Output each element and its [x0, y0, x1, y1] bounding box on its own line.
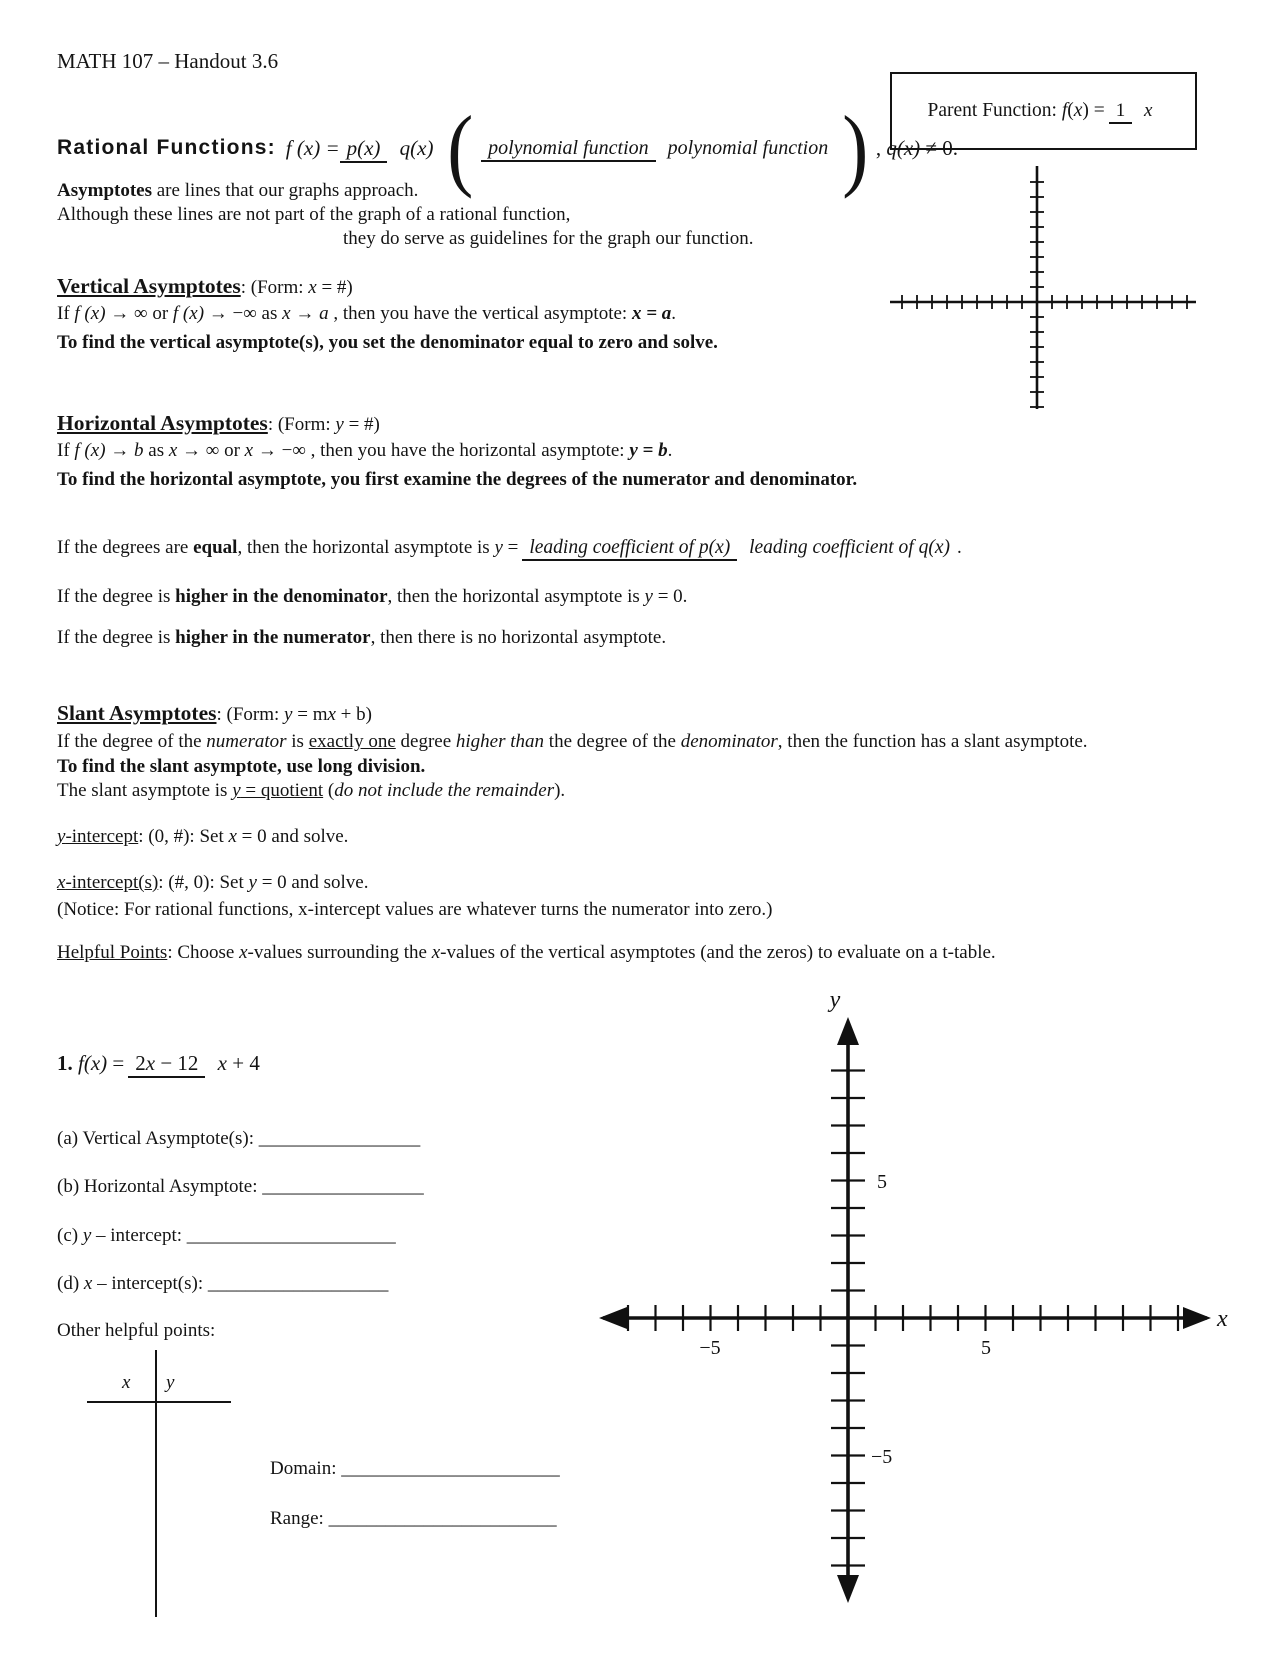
t-table-x-header: x — [122, 1372, 131, 1393]
text-segment: , then the function has a slant asymptote. — [777, 731, 1088, 752]
problem-1-fraction — [128, 1051, 267, 1075]
equal-degrees-text — [57, 537, 518, 559]
text-segment: higher in the numerator — [175, 627, 371, 648]
text-segment: x — [1144, 100, 1153, 122]
text-segment: If the degree is — [57, 627, 176, 648]
text-segment: x — [228, 826, 237, 847]
text-segment: ( — [323, 780, 335, 801]
text-segment: y — [335, 414, 344, 435]
text-segment: Asymptotes — [57, 180, 152, 201]
text-segment: f (x) — [172, 303, 205, 324]
text-segment: ________________________ — [328, 1508, 557, 1529]
fraction-numerator — [522, 537, 737, 561]
text-segment: → −∞ , then you have the horizontal asymptote: — [253, 440, 630, 461]
slant-asymptotes-line-3 — [57, 780, 565, 802]
range-blank — [270, 1508, 557, 1530]
x-intercept-notice — [57, 899, 772, 921]
intro-line-1 — [57, 180, 418, 202]
text-segment: -intercept(s) — [65, 872, 159, 893]
text-segment: -intercept — [65, 826, 139, 847]
text-segment: – intercept(s): — [92, 1273, 208, 1294]
x-axis-left-arrow — [599, 1307, 627, 1329]
text-segment: _________________ — [258, 1128, 421, 1149]
polynomial-fraction — [481, 137, 835, 160]
text-segment: Helpful Points — [57, 942, 168, 963]
text-segment: numerator — [206, 731, 287, 752]
text-segment: If the degrees are — [57, 537, 194, 558]
question-b — [57, 1176, 424, 1198]
text-segment: leading coefficient of q(x) — [749, 536, 950, 558]
text-segment: _______________________ — [341, 1458, 560, 1479]
text-segment: If — [57, 303, 75, 324]
horizontal-asymptotes-line-1 — [57, 440, 672, 462]
text-segment: → — [290, 303, 320, 324]
text-segment: , then the horizontal asymptote is — [387, 586, 645, 607]
text-segment: = quotient — [240, 780, 324, 801]
question-d — [57, 1273, 388, 1295]
slant-asymptotes-heading — [57, 701, 372, 726]
text-segment: _________________ — [262, 1176, 424, 1197]
text-segment: (b) Horizontal Asymptote: — [57, 1176, 263, 1197]
text-segment: do not include the remainder — [334, 780, 555, 801]
text-segment: ( — [1067, 100, 1074, 121]
domain-blank — [270, 1458, 560, 1480]
text-segment: x — [282, 303, 291, 324]
text-segment: = — [107, 1050, 125, 1075]
text-segment: denominator — [680, 731, 778, 752]
text-segment: y — [232, 780, 241, 801]
text-segment: , then you have the vertical asymptote: — [328, 303, 632, 324]
text-segment: , — [875, 135, 887, 160]
text-segment: x — [1073, 100, 1083, 121]
x-intercept-rule — [57, 872, 368, 894]
text-segment: x — [83, 1273, 93, 1294]
text-segment: = 0. — [652, 586, 688, 607]
text-segment: x — [168, 440, 178, 461]
text-segment: + b) — [335, 704, 372, 725]
text-segment: (Notice: For rational functions, x-intercept values are whatever turns the numerator into zero.) — [57, 899, 773, 920]
text-segment: = 0 and solve. — [236, 826, 349, 847]
text-segment: f — [1061, 100, 1068, 121]
x-axis-label: x — [1217, 1306, 1228, 1332]
text-segment: equal — [193, 537, 238, 558]
text-segment: are lines that our graphs approach. — [152, 180, 419, 201]
parent-function-axes — [880, 158, 1210, 416]
problem-1-function — [57, 1018, 267, 1108]
text-segment: x — [308, 277, 317, 298]
problem-1-graph — [555, 945, 1245, 1650]
fraction-denominator — [742, 536, 957, 558]
text-segment: . — [671, 303, 677, 324]
slant-asymptotes-line-2 — [57, 756, 425, 778]
x-axis-right-arrow — [1183, 1307, 1211, 1329]
text-segment: : (#, 0): Set — [158, 872, 249, 893]
horizontal-asymptotes-heading — [57, 411, 380, 436]
text-segment: y — [494, 537, 503, 558]
text-segment: Other helpful points: — [57, 1320, 216, 1341]
text-segment: ______________________ — [186, 1225, 396, 1246]
fraction-denominator — [1137, 99, 1159, 121]
text-segment: higher in the denominator — [175, 586, 388, 607]
text-segment: Slant Asymptotes — [57, 701, 217, 725]
text-segment: y — [82, 1225, 92, 1246]
text-segment: f(x) — [78, 1050, 108, 1075]
text-segment: -values of the vertical asymptotes (and the zeros) to evaluate on a t-table. — [440, 942, 996, 963]
parent-function-box — [890, 72, 1197, 150]
text-segment: 2 — [135, 1050, 146, 1075]
text-segment: y = b — [629, 440, 668, 461]
text-segment: x — [145, 1050, 156, 1075]
text-segment: x — [239, 942, 248, 963]
text-segment: q(x) — [886, 135, 921, 160]
text-segment: Parent Function: — [927, 100, 1062, 121]
text-segment: → — [105, 440, 135, 461]
text-segment: = 0 and solve. — [256, 872, 369, 893]
pq-fraction — [340, 136, 441, 160]
text-segment: f (x) = — [285, 135, 340, 160]
x-axis-tick-label-neg5: −5 — [699, 1337, 721, 1359]
y-axis-tick-label-neg5: −5 — [871, 1446, 893, 1468]
text-segment: = #) — [343, 414, 380, 435]
fraction-denominator — [661, 136, 836, 159]
text-segment: If the degree of the — [57, 731, 207, 752]
text-segment: → ∞ or — [177, 440, 245, 461]
text-segment: Domain: — [270, 1458, 342, 1479]
problem-1-label — [57, 1051, 124, 1076]
text-segment: 1. — [57, 1050, 73, 1075]
text-segment: To find the vertical asymptote(s), you set the denominator equal to zero and solve. — [57, 332, 718, 353]
intro-line-2 — [57, 204, 570, 226]
text-segment: x — [244, 440, 254, 461]
text-segment: , then there is no horizontal asymptote. — [370, 627, 667, 648]
text-segment: Vertical Asymptotes — [57, 274, 241, 298]
text-segment: → ∞ or — [105, 303, 173, 324]
fraction-numerator — [128, 1051, 205, 1078]
rational-functions-label: Rational Functions: — [57, 136, 276, 159]
text-segment: : (Form: — [240, 277, 309, 298]
text-segment: ). — [554, 780, 566, 801]
text-segment: + 4 — [227, 1050, 260, 1075]
higher-numerator-rule — [57, 627, 666, 649]
text-segment: To find the slant asymptote, use long division. — [57, 756, 426, 777]
text-segment: ≠ 0. — [920, 135, 958, 160]
text-segment: x — [217, 1050, 227, 1075]
fx-equals — [286, 136, 340, 161]
fraction-numerator — [1109, 100, 1133, 124]
text-segment: leading coefficient of p(x) — [529, 536, 731, 558]
intro-line-3 — [343, 228, 754, 250]
text-segment: polynomial function — [488, 136, 649, 159]
text-segment: = #) — [316, 277, 353, 298]
x-axis-tick-label-5: 5 — [981, 1337, 991, 1359]
t-table-horizontal-line — [87, 1401, 231, 1403]
text-segment: x — [327, 704, 336, 725]
y-intercept-rule — [57, 826, 348, 848]
question-a — [57, 1128, 420, 1150]
text-segment: : Choose — [167, 942, 240, 963]
slant-asymptotes-line-1 — [57, 731, 1088, 753]
horizontal-asymptotes-line-2 — [57, 469, 857, 491]
one-over-x-fraction — [1109, 100, 1160, 122]
text-segment: y — [284, 704, 293, 725]
text-segment: y — [57, 826, 66, 847]
text-segment: f (x) — [74, 440, 106, 461]
fraction-numerator — [481, 137, 656, 162]
text-segment: is — [286, 731, 309, 752]
text-segment: Although these lines are not part of the graph of a rational function, — [57, 204, 571, 225]
fraction-denominator — [211, 1050, 267, 1075]
text-segment: (a) Vertical Asymptote(s): — [57, 1128, 259, 1149]
text-segment: exactly one — [308, 731, 396, 752]
text-segment: x = a — [631, 303, 672, 324]
text-segment: degree — [395, 731, 456, 752]
text-segment: → −∞ as — [204, 303, 283, 324]
text-segment: higher than — [455, 731, 545, 752]
text-segment: Range: — [270, 1508, 329, 1529]
question-c — [57, 1225, 396, 1247]
text-segment: − 12 — [155, 1050, 199, 1075]
other-helpful-points-label — [57, 1320, 215, 1342]
text-segment: 1 — [1115, 100, 1126, 122]
text-segment: -values surrounding the — [247, 942, 432, 963]
text-segment: The slant asymptote is — [57, 780, 233, 801]
text-segment: Horizontal Asymptotes — [57, 411, 268, 435]
text-segment: y — [644, 586, 653, 607]
vertical-asymptotes-line-2 — [57, 332, 718, 354]
parent-function-label — [928, 100, 1105, 122]
text-segment: x — [431, 942, 441, 963]
text-segment: = — [502, 537, 519, 558]
text-segment: : (Form: — [267, 414, 336, 435]
text-segment: polynomial function — [667, 136, 829, 159]
text-segment: ___________________ — [207, 1273, 389, 1294]
text-segment: : (Form: — [216, 704, 285, 725]
vertical-asymptotes-heading — [57, 274, 353, 299]
text-segment: If the degree is — [57, 586, 176, 607]
text-segment: , then the horizontal asymptote is — [237, 537, 495, 558]
y-axis-bottom-arrow — [837, 1575, 859, 1603]
text-segment: = m — [292, 704, 328, 725]
text-segment: (d) — [57, 1273, 84, 1294]
page-title: MATH 107 – Handout 3.6 — [57, 49, 279, 73]
text-segment: To find the horizontal asymptote, you first examine the degrees of the numerator and denominator. — [57, 469, 858, 490]
text-segment: f (x) — [74, 303, 106, 324]
text-segment: x — [57, 872, 66, 893]
text-segment: as — [143, 440, 169, 461]
t-table-y-header: y — [166, 1372, 175, 1393]
text-segment: ) = — [1082, 100, 1105, 121]
fraction-numerator — [340, 136, 388, 163]
text-segment: : (0, #): Set — [138, 826, 229, 847]
text-segment: p(x) — [346, 135, 381, 160]
leading-coefficient-fraction — [522, 537, 957, 559]
text-segment: the degree of the — [544, 731, 681, 752]
text-segment: (c) — [57, 1225, 83, 1246]
vertical-asymptotes-line-1 — [57, 303, 676, 325]
rational-functions-formula: Rational Functions: f (x) = p(x) q(x) ( polynomial function polynomial function ) , q(x) ≠ 0. — [57, 97, 958, 199]
text-segment: – intercept: — [91, 1225, 187, 1246]
y-axis-label: y — [829, 987, 841, 1013]
text-segment: If — [57, 440, 75, 461]
y-axis-top-arrow — [837, 1017, 859, 1045]
text-segment: a — [319, 303, 329, 324]
text-segment: . — [957, 537, 962, 558]
text-segment: b — [134, 440, 144, 461]
y-axis-tick-label-5: 5 — [877, 1171, 887, 1193]
fraction-denominator — [393, 135, 441, 160]
t-table-vertical-line — [155, 1350, 157, 1617]
text-segment: . — [667, 440, 673, 461]
period — [957, 537, 962, 559]
equal-degrees-rule — [57, 508, 962, 588]
text-segment: q(x) — [399, 135, 434, 160]
text-segment: they do serve as guidelines for the graph our function. — [343, 228, 754, 249]
higher-denominator-rule — [57, 586, 687, 608]
text-segment: y — [248, 872, 257, 893]
